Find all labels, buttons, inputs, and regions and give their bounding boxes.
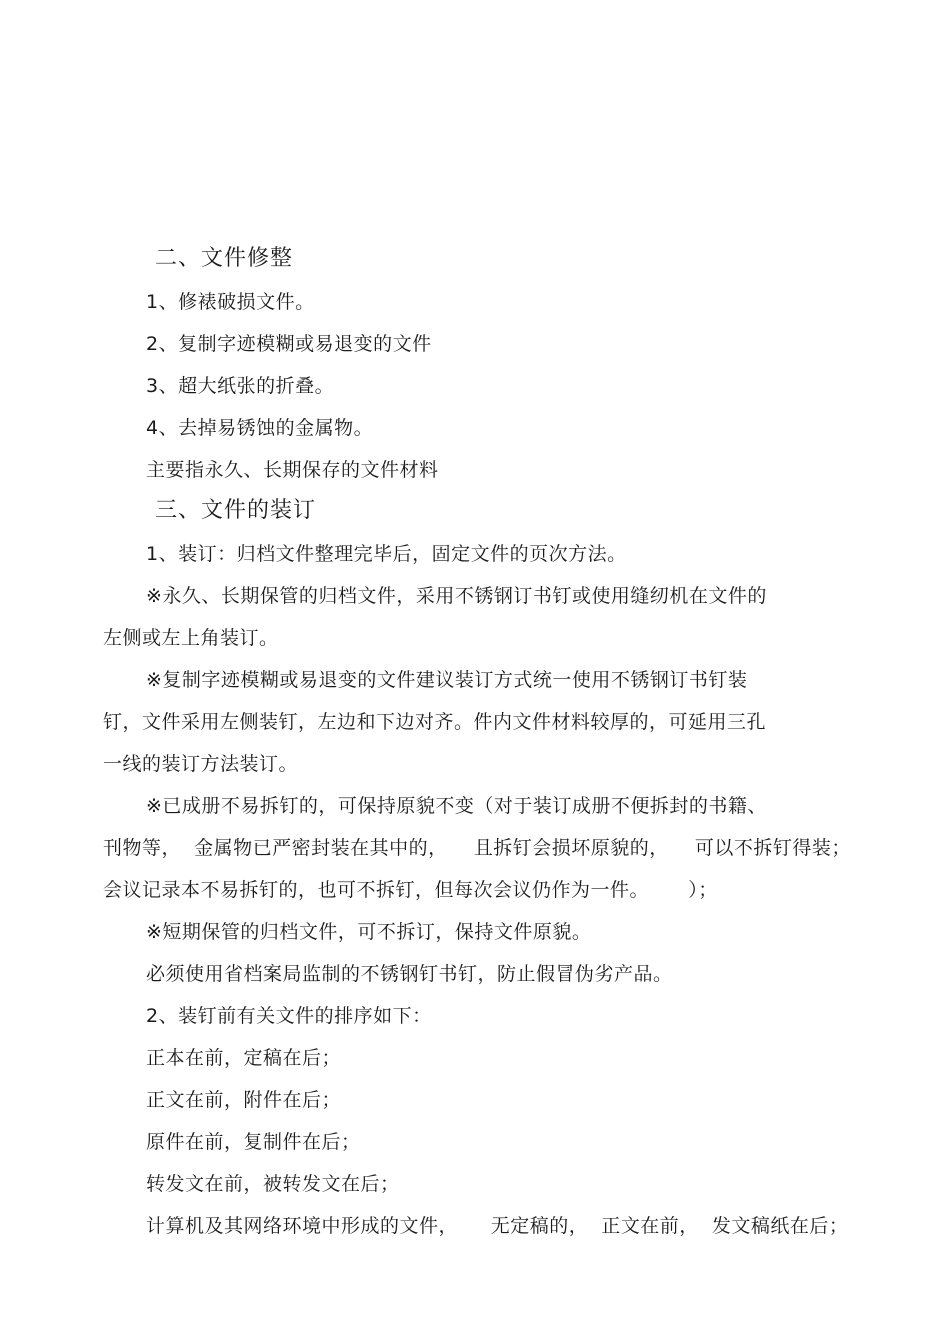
paragraph-line: ※永久、长期保管的归档文件，采用不锈钢订书钉或使用缝纫机在文件的	[146, 585, 767, 607]
paragraph-line: ※复制字迹模糊或易退变的文件建议装订方式统一使用不锈钢订书钉装	[146, 669, 748, 691]
list-item: 正本在前，定稿在后；	[146, 1047, 342, 1069]
list-item: 原件在前，复制件在后；	[146, 1131, 361, 1153]
list-item: 3、超大纸张的折叠。	[146, 375, 335, 397]
paragraph-line: 1、装订：归档文件整理完毕后，固定文件的页次方法。	[146, 543, 627, 565]
paragraph-line: 必须使用省档案局监制的不锈钢钉书钉，防止假冒伪劣产品。	[146, 963, 673, 985]
paragraph-line: 2、装钉前有关文件的排序如下：	[146, 1005, 432, 1027]
paragraph-note: 主要指永久、长期保存的文件材料	[146, 459, 439, 481]
paragraph-line: ※短期保管的归档文件，可不拆订，保持文件原貌。	[146, 921, 592, 943]
paragraph-line: 一线的装订方法装订。	[103, 753, 299, 775]
paragraph-line: 会议记录本不易拆钉的，也可不拆钉，但每次会议仍作为一件。 ）；	[103, 879, 718, 901]
list-item: 转发文在前，被转发文在后；	[146, 1173, 400, 1195]
list-item: 1、修裱破损文件。	[146, 291, 315, 313]
paragraph-line: 刊物等， 金属物已严密封装在其中的， 且拆钉会损坏原貌的， 可以不拆钉得装；	[103, 837, 851, 859]
paragraph-line: ※已成册不易拆钉的，可保持原貌不变（对于装订成册不便拆封的书籍、	[146, 795, 767, 817]
section-heading-file-repair: 二、文件修整	[155, 246, 294, 271]
paragraph-line: 左侧或左上角装订。	[103, 627, 279, 649]
list-item: 计算机及其网络环境中形成的文件， 无定稿的， 正文在前， 发文稿纸在后；	[146, 1215, 849, 1237]
list-item: 2、复制字迹模糊或易退变的文件	[146, 333, 432, 355]
list-item: 正文在前，附件在后；	[146, 1089, 342, 1111]
section-heading-binding: 三、文件的装订	[155, 498, 317, 523]
list-item: 4、去掉易锈蚀的金属物。	[146, 417, 374, 439]
paragraph-line: 钉，文件采用左侧装钉，左边和下边对齐。件内文件材料较厚的，可延用三孔	[103, 711, 767, 733]
